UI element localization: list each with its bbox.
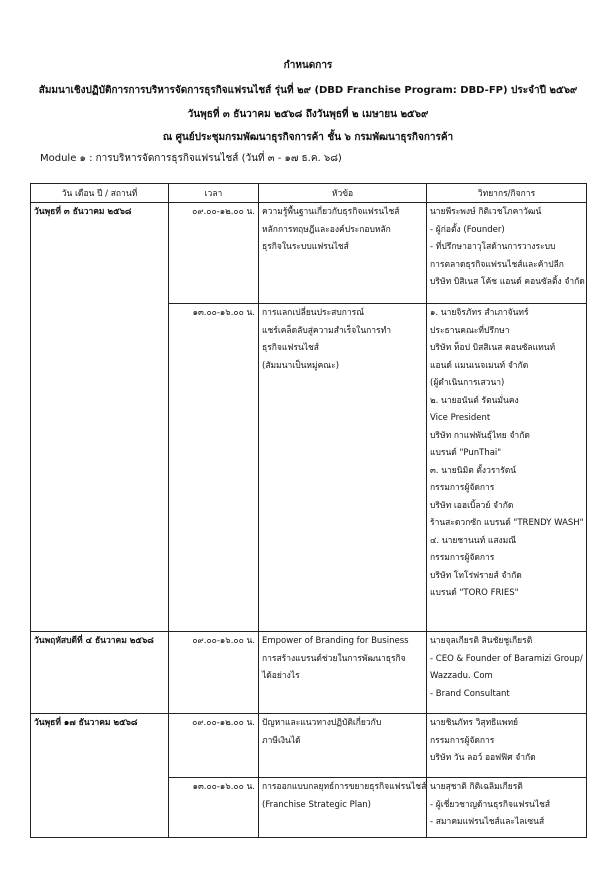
- topic-cell: [259, 632, 427, 714]
- table-header-row: [31, 184, 587, 203]
- cell-line: ๑. นายจิรภัทร สำเภาจันทร์: [430, 308, 529, 318]
- cell-line: กรรมการผู้จัดการ: [430, 553, 495, 563]
- cell-line: ความรู้พื้นฐานเกี่ยวกับธุรกิจแฟรนไชส์: [262, 207, 400, 217]
- cell-line: การแลกเปลี่ยนประสบการณ์: [262, 308, 365, 318]
- cell-line: นายจุลเกียรติ สินชัยชูเกียรติ: [430, 636, 533, 646]
- cell-line: นายพีระพงษ์ กิติเวชโภคาวัฒน์: [430, 207, 542, 217]
- time-cell: ๐๙.๐๐-๑๒.๐๐ น.: [169, 714, 259, 778]
- cell-line: การตลาดธุรกิจแฟรนไชส์และค้าปลีก: [430, 259, 564, 270]
- cell-line: - Brand Consultant: [430, 688, 510, 699]
- cell-line: - ผู้ก่อตั้ง (Founder): [430, 224, 505, 235]
- cell-line: บริษัท บิสิเนส โค้ช แอนด์ คอนซัลติ้ง จำกัด: [430, 277, 585, 287]
- cell-line: - ผู้เชี่ยวชาญด้านธุรกิจแฟรนไชส์: [430, 799, 551, 810]
- cell-line: บริษัท เอฮเบิ้ลวย์ จำกัด: [430, 500, 514, 511]
- document-title: กำหนดการ: [283, 60, 333, 71]
- cell-line: Empower of Branding for Business: [262, 636, 409, 646]
- cell-line: บริษัท วัน ลอว์ ออฟฟิศ จำกัด: [430, 753, 536, 763]
- cell-line: แบรนด์ "TORO FRIES": [430, 588, 519, 598]
- cell-line: ร้านสะดวกซัก แบรนด์ "TRENDY WASH": [430, 518, 584, 528]
- cell-line: กรรมการผู้จัดการ: [430, 483, 495, 493]
- cell-line: ธุรกิจในระบบแฟรนไชส์: [262, 242, 349, 252]
- time-cell: ๑๓.๐๐-๑๖.๐๐ น.: [169, 778, 259, 838]
- cell-line: (ผู้ดำเนินการเสวนา): [430, 378, 505, 388]
- cell-line: ปัญหาและแนวทางปฏิบัติเกี่ยวกับ: [262, 718, 382, 728]
- date-cell: วันพุธที่ ๓ ธันวาคม ๒๕๖๘: [31, 203, 169, 632]
- date-cell: วันพฤหัสบดีที่ ๔ ธันวาคม ๒๕๖๘: [31, 632, 169, 714]
- cell-line: บริษัท โทโร่ฟรายส์ จำกัด: [430, 570, 522, 581]
- cell-line: (Franchise Strategic Plan): [262, 799, 371, 810]
- speaker-cell: [427, 304, 587, 632]
- cell-line: ๒. นายอนันต์ รัตนมั่นคง: [430, 395, 519, 406]
- header-date: วัน เดือน ปี / สถานที่: [31, 184, 169, 203]
- time-cell: ๐๙.๐๐-๑๖.๐๐ น.: [169, 632, 259, 714]
- cell-line: (สัมมนาเป็นหมู่คณะ): [262, 360, 340, 371]
- seminar-title: สัมมนาเชิงปฏิบัติการการบริหารจัดการธุรกิจแฟรนไชส์ รุ่นที่ ๒๙ (DBD Franchise Program: DBD-FP) ประจำปี ๒๕๖๙: [38, 85, 578, 96]
- cell-line: การสร้างแบรนด์ช่วยในการพัฒนาธุรกิจ: [262, 653, 406, 664]
- cell-line: - CEO & Founder of Baramizi Group/: [430, 653, 583, 664]
- cell-line: ประธานคณะที่ปรึกษา: [430, 325, 510, 336]
- module-title: Module ๑ : การบริหารจัดการธุรกิจแฟรนไชส์ (วันที่ ๓ - ๑๗ ธ.ค. ๖๘): [40, 153, 342, 164]
- speaker-cell: [427, 203, 587, 304]
- header-speaker: วิทยากร/กิจการ: [427, 184, 587, 203]
- header-time: เวลา: [169, 184, 259, 203]
- cell-line: การออกแบบกลยุทธ์การขยายธุรกิจแฟรนไชส์: [262, 782, 427, 792]
- cell-line: แอนด์ แมนเนจเมนท์ จำกัด: [430, 360, 529, 371]
- cell-line: บริษัท ท็อป บิสสิเนส คอนซัลแทนท์: [430, 343, 556, 353]
- speaker-cell: [427, 714, 587, 778]
- date-cell: วันพุธที่ ๑๗ ธันวาคม ๒๕๖๘: [31, 714, 169, 838]
- seminar-dates: วันพุธที่ ๓ ธันวาคม ๒๕๖๘ ถึงวันพุธที่ ๒ เมษายน ๒๕๖๙: [187, 109, 429, 120]
- time-cell: ๐๙.๐๐-๑๒.๐๐ น.: [169, 203, 259, 304]
- topic-cell: [259, 304, 427, 632]
- cell-line: ภาษีเงินได้: [262, 735, 301, 746]
- cell-line: - ที่ปรึกษาอาวุโสด้านการวางระบบ: [430, 242, 556, 252]
- cell-line: - สมาคมแฟรนไชส์และไลเซนส์: [430, 817, 545, 827]
- speaker-cell: [427, 632, 587, 714]
- cell-line: ได้อย่างไร: [262, 671, 300, 681]
- table-row: [31, 203, 587, 304]
- topic-cell: [259, 778, 427, 838]
- cell-line: ๔. นายชานนท์ แสงมณี: [430, 535, 517, 546]
- cell-line: ๓. นายนิมิต ตั้งวรารัตน์: [430, 465, 517, 476]
- topic-cell: [259, 203, 427, 304]
- cell-line: กรรมการผู้จัดการ: [430, 735, 495, 746]
- cell-line: แบรนด์ "PunThai": [430, 448, 502, 458]
- seminar-venue: ณ ศูนย์ประชุมกรมพัฒนาธุรกิจการค้า ชั้น ๖ กรมพัฒนาธุรกิจการค้า: [162, 132, 454, 143]
- topic-cell: [259, 714, 427, 778]
- cell-line: นายสุชาติ กิติเฉลิมเกียรติ: [430, 782, 523, 792]
- cell-line: หลักการทฤษฎีและองค์ประกอบหลัก: [262, 224, 391, 235]
- schedule-table: [30, 183, 587, 838]
- cell-line: Vice President: [430, 413, 491, 423]
- table-row: [31, 714, 587, 778]
- cell-line: แชร์เคล็ดลับสู่ความสำเร็จในการทำ: [262, 325, 391, 336]
- cell-line: Wazzadu. Com: [430, 671, 493, 681]
- cell-line: ธุรกิจแฟรนไชส์: [262, 343, 319, 353]
- cell-line: นายชินภัทร วิสุทธิแพทย์: [430, 718, 519, 728]
- speaker-cell: [427, 778, 587, 838]
- cell-line: บริษัท กาแฟพันธุ์ไทย จำกัด: [430, 430, 530, 441]
- time-cell: ๑๓.๐๐-๑๖.๐๐ น.: [169, 304, 259, 632]
- header-topic: หัวข้อ: [259, 184, 427, 203]
- table-row: [31, 632, 587, 714]
